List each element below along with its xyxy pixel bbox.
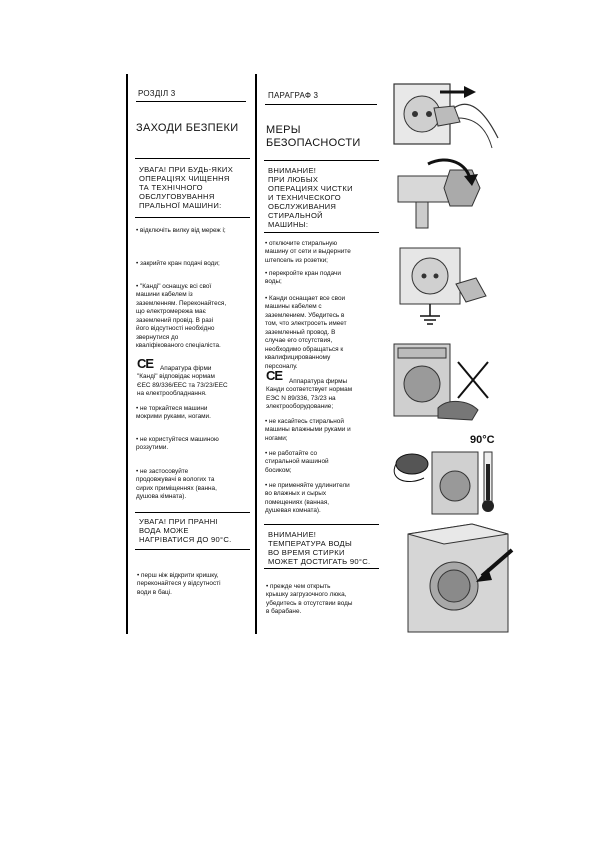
list-item-unplug-right: • отключите стиральную машину от сети и выдерните штепсель из розетки;	[265, 240, 351, 264]
list-item-grounding-right: • Канди оснащает все свои машины кабелем с заземлением. Убедитесь в том, что электросеть имеет заземленный провод. В случае его отсутствия, необходимо обращаться к квалифицированному персоналу.	[265, 295, 347, 370]
ce-mark-right: CE	[266, 368, 283, 383]
temperature-label: 90°C	[470, 434, 495, 446]
list-item-unplug-left: • відключіть вилку від мереж і;	[136, 227, 226, 234]
section-label-right: ПАРАГРАФ 3	[268, 91, 319, 100]
warning2-top-rule-left	[135, 512, 250, 513]
section-underline-left	[136, 101, 246, 102]
extension-and-temperature-illustration	[388, 434, 508, 520]
page-title-left: ЗАХОДИ БЕЗПЕКИ	[136, 122, 239, 134]
warning2-top-rule-right	[264, 524, 379, 525]
section-label-left: РОЗДІЛ 3	[138, 89, 176, 98]
list-item-wet-hands-right: • не касайтесь стиральной машины влажными руками и ногами;	[265, 418, 351, 442]
center-divider-line	[255, 74, 257, 634]
grounding-illustration	[396, 244, 500, 326]
left-margin-line	[126, 74, 128, 634]
warning-hot-water-right: ВНИМАНИЕ! ТЕМПЕРАТУРА ВОДЫ ВО ВРЕМЯ СТИРКИ МОЖЕТ ДОСТИГАТЬ 90°С.	[268, 530, 371, 566]
warning2-bottom-rule-left	[135, 549, 250, 550]
water-tap-illustration	[388, 158, 498, 238]
section-underline-right	[265, 104, 377, 105]
list-item-wet-hands-left: • не торкайтеся машини мокрими руками, ногами.	[136, 405, 211, 421]
list-item-grounding-left: • "Канді" оснащує всі свої машини кабелем із заземленням. Переконайтеся, що електромережа має заземлений провід. В разі його відсутності необхідно звернутися до кваліфікованого спеціаліста.	[136, 283, 227, 350]
ce-compliance-text-left: Апаратура фірми "Канді" відповідає нормам ЄЕС 89/336/ЕЕС та 73/23/ЕЕС на електрообладнання.	[137, 365, 228, 398]
list-item-extension-left: • не застосовуйте продовжувачі в вологих та сирих приміщеннях (ванна, душова кімната).	[136, 468, 217, 501]
warning-top-rule-right	[264, 160, 379, 161]
warning2-bottom-rule-right	[264, 568, 379, 569]
list-item-open-lid-right: • прежде чем открыть крышку загрузочного люка, убедитесь в отсутствии воды в барабане.	[266, 583, 353, 616]
ce-compliance-text-right: Аппаратура фирмы Канди соответствует нормам ЕЭС N 89/336, 73/23 на электрооборудование;	[266, 378, 353, 411]
ce-mark-left: CE	[137, 356, 154, 371]
warning-top-rule-left	[135, 158, 250, 159]
list-item-close-tap-right: • перекройте кран подачи воды;	[265, 270, 341, 286]
unplug-illustration	[388, 78, 506, 158]
warning-box-left: УВАГА! ПРИ БУДЬ-ЯКИХ ОПЕРАЦІЯХ ЧИЩЕННЯ ТА ТЕХНІЧНОГО ОБСЛУГОВУВАННЯ ПРАЛЬНОЇ МАШИНИ:	[139, 165, 234, 210]
warning-hot-water-left: УВАГА! ПРИ ПРАННІ ВОДА МОЖЕ НАГРІВАТИСЯ ДО 90°С.	[139, 517, 232, 544]
open-lid-illustration	[398, 520, 518, 638]
wet-hands-warning-illustration	[388, 338, 498, 424]
page-title-right: МЕРЫ БЕЗОПАСНОСТИ	[266, 124, 361, 150]
warning-bottom-rule-left	[135, 217, 250, 218]
warning-bottom-rule-right	[264, 232, 379, 233]
warning-box-right: ВНИМАНИЕ! ПРИ ЛЮБЫХ ОПЕРАЦИЯХ ЧИСТКИ И ТЕХНИЧЕСКОГО ОБСЛУЖИВАНИЯ СТИРАЛЬНОЙ МАШИНЫ:	[268, 166, 353, 229]
list-item-extension-right: • не применяйте удлинители во влажных и сырых помещениях (ванная, душевая комната).	[265, 482, 350, 515]
list-item-close-tap-left: • закрийте кран подачі води;	[136, 260, 220, 267]
list-item-open-lid-left: • перш ніж відкрити кришку, переконайтеся у відсутності води в баці.	[137, 572, 221, 596]
list-item-barefoot-right: • не работайте со стиральной машиной босиком;	[265, 450, 329, 474]
list-item-barefoot-left: • не користуйтеся машиною роззутими.	[136, 436, 219, 452]
